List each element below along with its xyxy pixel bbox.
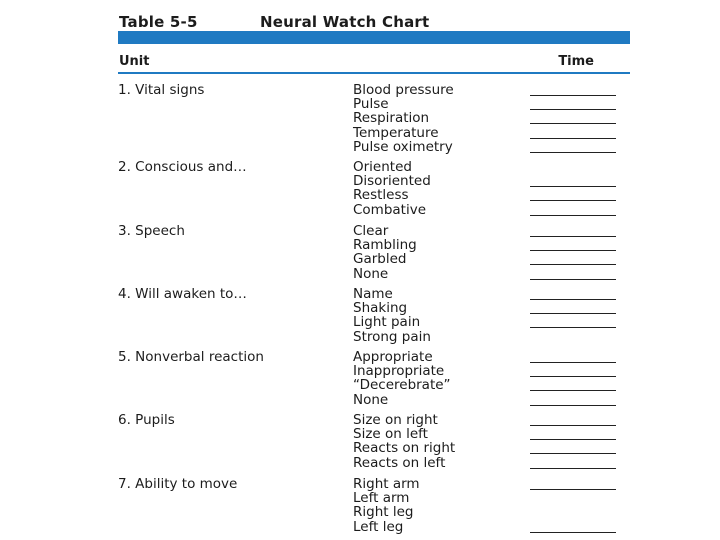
unit-label: 4. Will awaken to… — [118, 286, 247, 302]
table-number: Table 5-5 — [119, 13, 198, 31]
unit-label: 6. Pupils — [118, 412, 175, 428]
header-divider — [118, 72, 630, 74]
time-entry-blank[interactable] — [530, 390, 616, 391]
time-entry-blank[interactable] — [530, 236, 616, 237]
column-header-unit: Unit — [119, 54, 150, 69]
time-entry-blank[interactable] — [530, 327, 616, 328]
time-entry-blank[interactable] — [530, 425, 616, 426]
time-entry-blank[interactable] — [530, 405, 616, 406]
observation-item: Temperature — [353, 124, 439, 141]
observation-item: None — [353, 265, 389, 282]
time-entry-blank[interactable] — [530, 453, 616, 454]
time-entry-blank[interactable] — [530, 532, 616, 533]
observation-item: Right arm — [353, 476, 420, 492]
observation-item: Inappropriate — [353, 363, 445, 380]
observation-item: “Decerebrate” — [353, 377, 451, 394]
observation-item: Name — [353, 286, 393, 302]
observation-item: Pulse oximetry — [353, 138, 453, 155]
time-entry-blank[interactable] — [530, 123, 616, 124]
observation-item: Clear — [353, 223, 389, 239]
time-entry-blank[interactable] — [530, 95, 616, 96]
observation-item: Reacts on right — [353, 440, 456, 457]
observation-item: Respiration — [353, 110, 430, 127]
observation-item: Restless — [353, 187, 409, 204]
time-entry-blank[interactable] — [530, 299, 616, 300]
time-entry-blank[interactable] — [530, 138, 616, 139]
observation-item: Left leg — [353, 518, 404, 535]
observation-item: Disoriented — [353, 173, 431, 190]
table-name: Neural Watch Chart — [260, 13, 430, 31]
observation-item: Reacts on left — [353, 454, 446, 471]
observation-item: Strong pain — [353, 328, 431, 345]
column-header-row — [118, 54, 630, 72]
observation-item: Light pain — [353, 314, 421, 331]
time-entry-blank[interactable] — [530, 376, 616, 377]
observation-item: Size on left — [353, 426, 428, 443]
time-entry-blank[interactable] — [530, 439, 616, 440]
time-entry-blank[interactable] — [530, 489, 616, 490]
observation-item: Oriented — [353, 159, 412, 175]
observation-item: Rambling — [353, 237, 417, 254]
time-entry-blank[interactable] — [530, 313, 616, 314]
time-entry-blank[interactable] — [530, 186, 616, 187]
unit-label: 1. Vital signs — [118, 82, 205, 98]
time-entry-blank[interactable] — [530, 468, 616, 469]
time-entry-blank[interactable] — [530, 264, 616, 265]
time-entry-blank[interactable] — [530, 152, 616, 153]
observation-item: Size on right — [353, 412, 438, 428]
time-entry-blank[interactable] — [530, 200, 616, 201]
time-entry-blank[interactable] — [530, 215, 616, 216]
observation-item: Shaking — [353, 300, 408, 317]
observation-item: Blood pressure — [353, 82, 454, 98]
time-entry-blank[interactable] — [530, 109, 616, 110]
unit-label: 2. Conscious and… — [118, 159, 247, 175]
observation-item: Left arm — [353, 490, 410, 507]
time-entry-blank[interactable] — [530, 250, 616, 251]
observation-item: None — [353, 391, 389, 408]
neural-watch-chart-table — [118, 0, 630, 540]
observation-item: Right leg — [353, 504, 414, 521]
time-entry-blank[interactable] — [530, 362, 616, 363]
observation-item: Appropriate — [353, 349, 433, 365]
unit-label: 5. Nonverbal reaction — [118, 349, 264, 365]
column-header-time: Time — [558, 54, 594, 69]
unit-label: 3. Speech — [118, 223, 185, 239]
title-accent-bar — [118, 31, 630, 44]
unit-label: 7. Ability to move — [118, 476, 238, 492]
observation-item: Pulse — [353, 96, 389, 113]
observation-item: Garbled — [353, 251, 407, 268]
observation-item: Combative — [353, 201, 427, 218]
time-entry-blank[interactable] — [530, 279, 616, 280]
